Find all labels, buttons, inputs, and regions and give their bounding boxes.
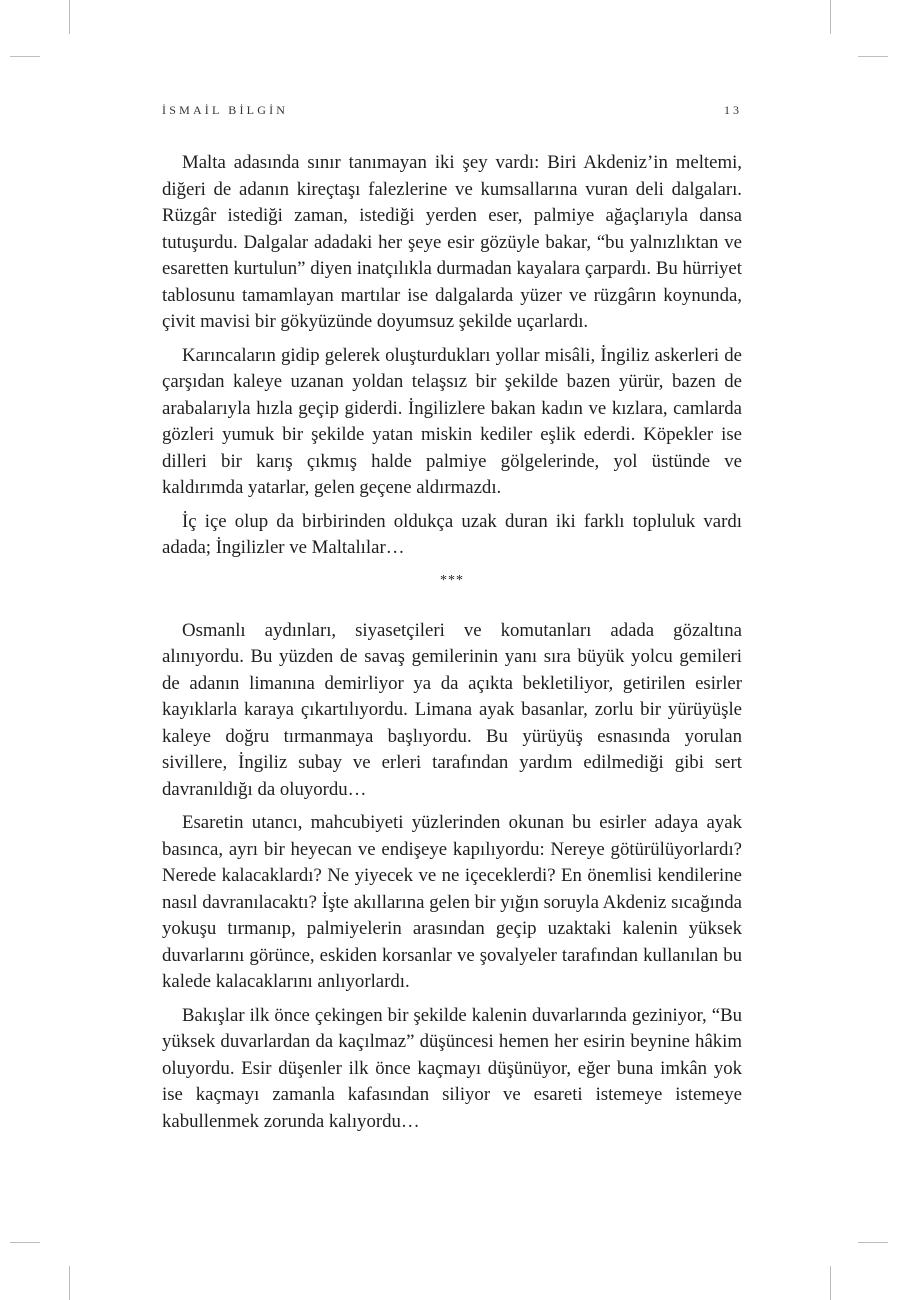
paragraph: Osmanlı aydınları, siyasetçileri ve komutanları adada gözaltına alınıyordu. Bu yüzden de savaş gemilerinin yanı sıra büyük yolcu gemileri de adanın limanına demirliyor ya da açıkta bekletiliyor, getirilen esirler kayıklarla karaya çıkartılıyordu. Limana ayak basanlar, zorlu bir yürüyüşle kaleye doğru tırmanmaya başlıyordu. Bu yürüyüş esnasında yorulan sivillere, İngiliz subay ve erleri tarafından yardım edilmediği gibi sert davranıldığı da oluyordu… — [162, 619, 742, 800]
running-header — [162, 103, 742, 119]
paragraph: Malta adasında sınır tanımayan iki şey vardı: Biri Akdeniz’in meltemi, diğeri de adanın kireçtaşı falezlerine ve kumsallarına vuran deli dalgaları. Rüzgâr istediği zaman, istediği yerden eser, palmiye ağaçlarıyla dansa tutuşurdu. Dalgalar adadaki her şeye esir gözüyle bakar, “bu yalnızlıktan ve esaretten kurtulun” diyen inatçılıkla durmadan kayalara çarpardı. Bu hürriyet tablosunu tamamlayan martılar ise dalgalarda yüzer ve rüzgârın koynunda, çivit mavisi bir gökyüzünde doyumsuz şekilde uçarlardı. — [162, 152, 742, 332]
page-number: 13 — [724, 103, 742, 117]
crop-mark-bottom-left — [69, 1266, 70, 1300]
paragraph: Esaretin utancı, mahcubiyeti yüzlerinden okunan bu esirler adaya ayak basınca, ayrı bir heyecan ve endişeye kapılıyordu: Nereye götürülüyorlardı? Nerede kalacaklardı? Ne yiyecek ve ne içeceklerdi? En önemlisi kendilerine nasıl davranılacaktı? İşte akıllarına gelen bir yığın soruyla Akdeniz sıcağında yokuşu tırmanıp, palmiyelerin arasından geçip uzaktaki kalenin yüksek duvarlarını görünce, eskiden korsanlar ve şovalyeler tarafından kullanılan bu kalede kalacaklarını anlıyorlardı. — [162, 812, 742, 992]
body-text — [162, 150, 742, 1142]
paragraph: Karıncaların gidip gelerek oluşturdukları yollar misâli, İngiliz askerleri de çarşıdan kaleye uzanan yoldan telaşsız bir şekilde bazen yürür, bazen de arabalarıyla hızla geçip giderdi. İngilizlere bakan kadın ve kızlara, camlarda gözleri yumuk bir şekilde yatan miskin kediler eşlik ederdi. Köpekler ise dilleri bir karış çıkmış halde palmiye gölgelerinde, yol üstünde ve kaldırımda yatarlar, gelen geçene aldırmazdı. — [162, 344, 742, 498]
crop-mark-bottom-right — [830, 1266, 831, 1300]
section-break: *** — [440, 572, 464, 588]
paragraph: İç içe olup da birbirinden oldukça uzak duran iki farklı topluluk vardı adada; İngilizler ve Maltalılar… — [162, 510, 742, 558]
paragraph: Bakışlar ilk önce çekingen bir şekilde kalenin duvarlarında geziniyor, “Bu yüksek duvarlardan da kaçılmaz” düşüncesi hemen her esirin beynine hâkim oluyordu. Esir düşenler ilk önce kaçmayı düşünüyor, eğer buna imkân yok ise kaçmayı zamanla kafasından siliyor ve esareti istemeye istemeye kabullenmek zorunda kalıyordu… — [162, 1004, 742, 1132]
crop-mark-right-top — [858, 56, 888, 57]
author-name: İSMAİL BİLGİN — [162, 103, 289, 117]
crop-mark-top-right — [830, 0, 831, 34]
crop-mark-right-bottom — [858, 1242, 888, 1243]
crop-mark-top-left — [69, 0, 70, 34]
crop-mark-left-top — [10, 56, 40, 57]
crop-mark-left-bottom — [10, 1242, 40, 1243]
